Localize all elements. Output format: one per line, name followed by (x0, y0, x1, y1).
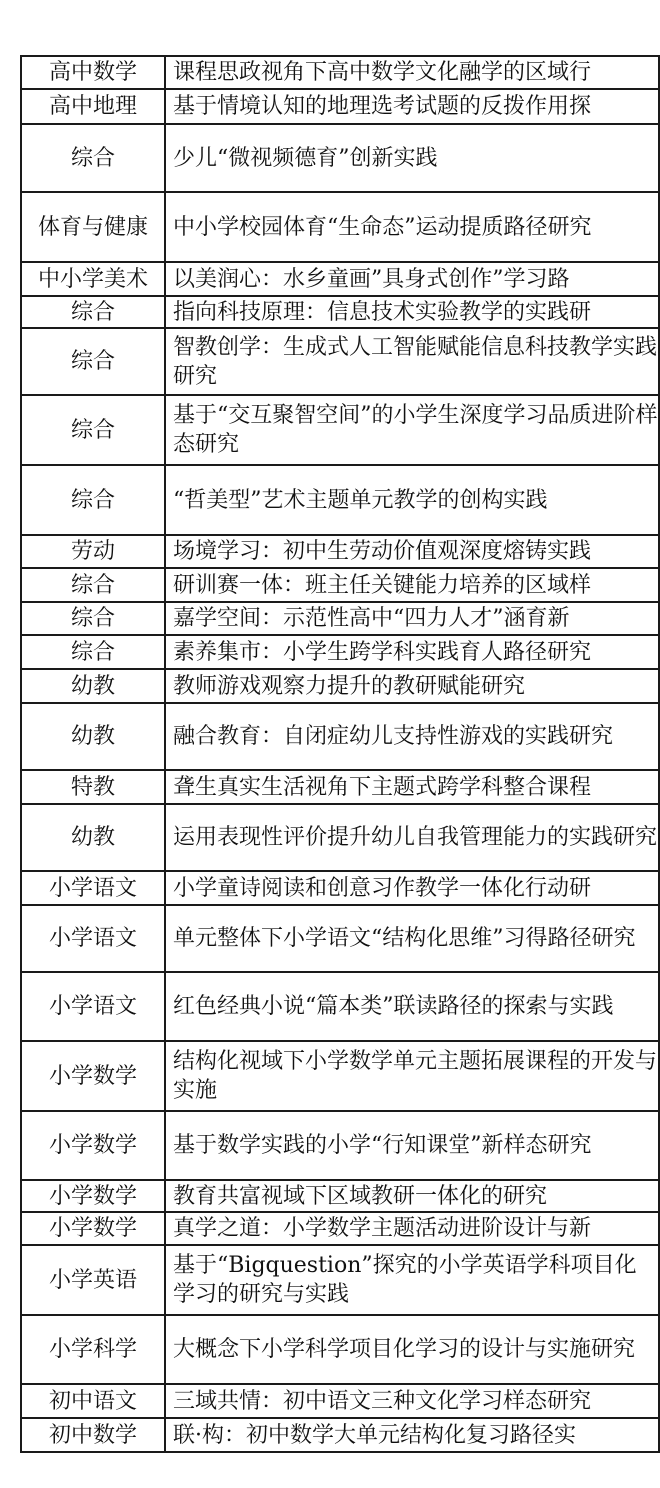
title-cell: 场境学习：初中生劳动价值观深度熔铸实践 (165, 535, 659, 568)
title-cell: 红色经典小说“篇本类”联读路径的探索与实践 (165, 972, 659, 1041)
subject-cell: 小学数学 (21, 1180, 165, 1212)
subject-cell: 高中地理 (21, 89, 165, 124)
subject-cell: 综合 (21, 635, 165, 669)
subject-cell: 小学数学 (21, 1041, 165, 1111)
title-cell: 真学之道：小学数学主题活动进阶设计与新 (165, 1212, 659, 1245)
title-cell: 嘉学空间：示范性高中“四力人才”涵育新 (165, 602, 659, 635)
title-cell: 基于“Bigquestion”探究的小学英语学科项目化学习的研究与实践 (165, 1245, 659, 1315)
title-cell: 基于情境认知的地理选考试题的反拨作用探 (165, 89, 659, 124)
table-row (21, 1212, 659, 1245)
title-cell: 聋生真实生活视角下主题式跨学科整合课程 (165, 770, 659, 804)
project-table (20, 55, 660, 1453)
subject-cell: 综合 (21, 124, 165, 192)
subject-cell: 小学语文 (21, 871, 165, 905)
title-cell: 基于“交互聚智空间”的小学生深度学习品质进阶样态研究 (165, 395, 659, 465)
subject-cell: 小学语文 (21, 905, 165, 972)
subject-cell: 中小学美术 (21, 262, 165, 296)
table-row (21, 328, 659, 395)
table-row (21, 804, 659, 871)
table-row (21, 89, 659, 124)
subject-cell: 综合 (21, 328, 165, 395)
table-row (21, 1180, 659, 1212)
title-cell: 大概念下小学科学项目化学习的设计与实施研究 (165, 1315, 659, 1384)
table-row (21, 635, 659, 669)
title-cell: 中小学校园体育“生命态”运动提质路径研究 (165, 192, 659, 262)
subject-cell: 幼教 (21, 703, 165, 770)
title-cell: 联·构：初中数学大单元结构化复习路径实 (165, 1418, 659, 1452)
table-row (21, 568, 659, 602)
table-row (21, 124, 659, 192)
title-cell: 智教创学：生成式人工智能赋能信息科技教学实践研究 (165, 328, 659, 395)
table-row (21, 669, 659, 703)
table-row (21, 972, 659, 1041)
subject-cell: 初中语文 (21, 1384, 165, 1418)
title-cell: 三域共情：初中语文三种文化学习样态研究 (165, 1384, 659, 1418)
table-row (21, 395, 659, 465)
subject-cell: 小学语文 (21, 972, 165, 1041)
title-cell: 少儿“微视频德育”创新实践 (165, 124, 659, 192)
subject-cell: 小学科学 (21, 1315, 165, 1384)
table-row (21, 1384, 659, 1418)
subject-cell: 小学数学 (21, 1111, 165, 1180)
table-row (21, 1111, 659, 1180)
title-cell: 教师游戏观察力提升的教研赋能研究 (165, 669, 659, 703)
title-cell: 研训赛一体：班主任关键能力培养的区域样 (165, 568, 659, 602)
table-row (21, 465, 659, 535)
table-row (21, 770, 659, 804)
table-row (21, 192, 659, 262)
subject-cell: 幼教 (21, 669, 165, 703)
title-cell: 结构化视域下小学数学单元主题拓展课程的开发与实施 (165, 1041, 659, 1111)
title-cell: 课程思政视角下高中数学文化融学的区域行 (165, 56, 659, 89)
title-cell: 单元整体下小学语文“结构化思维”习得路径研究 (165, 905, 659, 972)
subject-cell: 小学英语 (21, 1245, 165, 1315)
title-cell: 运用表现性评价提升幼儿自我管理能力的实践研究 (165, 804, 659, 871)
subject-cell: 体育与健康 (21, 192, 165, 262)
subject-cell: 高中数学 (21, 56, 165, 89)
table-row (21, 296, 659, 328)
subject-cell: 综合 (21, 568, 165, 602)
subject-cell: 特教 (21, 770, 165, 804)
table-row (21, 262, 659, 296)
table-row (21, 1315, 659, 1384)
table-row (21, 535, 659, 568)
table-row (21, 1041, 659, 1111)
table-row (21, 56, 659, 89)
table-row (21, 703, 659, 770)
table-row (21, 905, 659, 972)
subject-cell: 综合 (21, 602, 165, 635)
subject-cell: 综合 (21, 296, 165, 328)
table-row (21, 871, 659, 905)
table-row (21, 1418, 659, 1452)
subject-cell: 初中数学 (21, 1418, 165, 1452)
title-cell: 指向科技原理：信息技术实验教学的实践研 (165, 296, 659, 328)
title-cell: 基于数学实践的小学“行知课堂”新样态研究 (165, 1111, 659, 1180)
subject-cell: 综合 (21, 465, 165, 535)
table-row (21, 1245, 659, 1315)
table-row (21, 602, 659, 635)
title-cell: 素养集市：小学生跨学科实践育人路径研究 (165, 635, 659, 669)
title-cell: 小学童诗阅读和创意习作教学一体化行动研 (165, 871, 659, 905)
subject-cell: 劳动 (21, 535, 165, 568)
subject-cell: 综合 (21, 395, 165, 465)
title-cell: 教育共富视域下区域教研一体化的研究 (165, 1180, 659, 1212)
title-cell: 融合教育：自闭症幼儿支持性游戏的实践研究 (165, 703, 659, 770)
title-cell: 以美润心：水乡童画”具身式创作”学习路 (165, 262, 659, 296)
subject-cell: 幼教 (21, 804, 165, 871)
title-cell: “哲美型”艺术主题单元教学的创构实践 (165, 465, 659, 535)
subject-cell: 小学数学 (21, 1212, 165, 1245)
